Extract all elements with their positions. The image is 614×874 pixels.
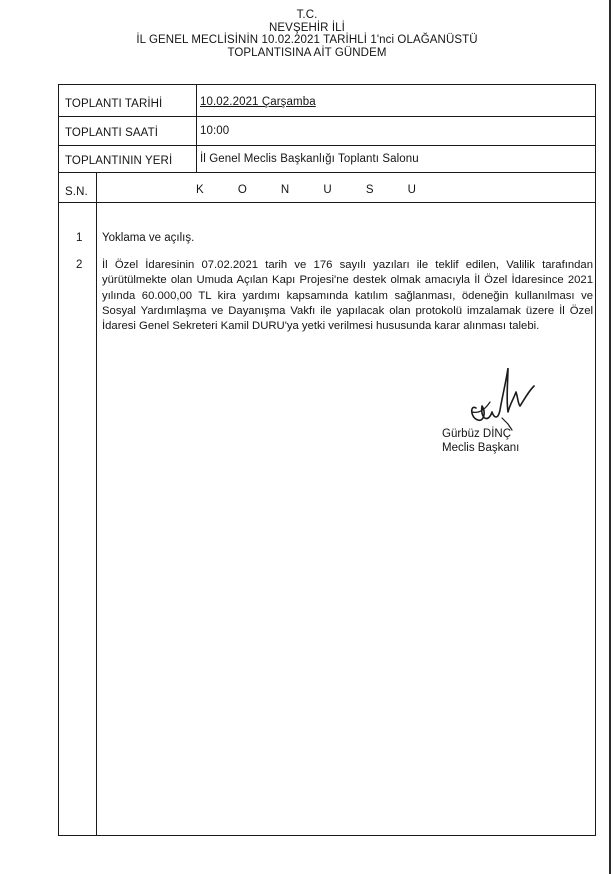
table-divider [58, 145, 596, 146]
page-edge [609, 0, 611, 874]
header-line-title: İL GENEL MECLİSİNİN 10.02.2021 TARİHLİ 1'nci OLAĞANÜSTÜ [136, 34, 478, 46]
meeting-time-label: TOPLANTI SAATİ [65, 127, 158, 139]
topic-letter: S [365, 184, 374, 196]
header-line-subtitle: TOPLANTISINA AİT GÜNDEM [227, 46, 387, 59]
topic-letter: K [196, 184, 204, 196]
agenda-table-frame [58, 84, 596, 836]
table-divider [58, 116, 596, 117]
sn-column-header: S.N. [65, 186, 88, 198]
meeting-time-value: 10:00 [200, 125, 230, 137]
header-line-province: NEVŞEHİR İLİ [269, 21, 345, 34]
signer-name: Gürbüz DİNÇ [442, 428, 512, 440]
column-divider-sn [96, 172, 97, 836]
signer-title: Meclis Başkanı [442, 442, 520, 454]
table-divider [58, 172, 596, 173]
agenda-item-number: 2 [76, 259, 83, 271]
topic-letter: O [237, 184, 247, 196]
topic-letter: N [280, 184, 290, 196]
meeting-place-label: TOPLANTININ YERİ [65, 155, 173, 167]
topic-letter: U [323, 184, 332, 196]
meeting-date-value: 10.02.2021 Çarşamba [200, 96, 316, 108]
table-divider [58, 202, 596, 203]
meeting-date-label: TOPLANTI TARİHİ [65, 98, 163, 110]
agenda-item-number: 1 [76, 232, 83, 244]
document-header [0, 9, 614, 59]
agenda-item-text: Yoklama ve açılış. [102, 232, 195, 244]
header-line-tc: T.C. [296, 9, 318, 21]
topic-column-header [196, 184, 416, 196]
meeting-place-value: İl Genel Meclis Başkanlığı Toplantı Salonu [200, 153, 419, 165]
agenda-item-text: İl Özel İdaresinin 07.02.2021 tarih ve 176 sayılı yazıları ile teklif edilen, Valilik tarafından yürütülmekte olan Umuda Açılan Kapı Projesi'ne destek olmak amacıyla İl Özel İdaresince 2021 yılında 60.000,00 TL kira yardımı kapsamında katılım sağlanması, ödeneğin kullanılması ve Sosyal Yardımlaşma ve Dayanışma Vakfı ile yapılacak olan protokolü imzalamak üzere İl Özel İdaresi Genel Sekreteri Kamil DURU'ya yetki verilmesi hususunda karar alınması talebi. [102, 259, 593, 333]
topic-letter: U [407, 184, 416, 196]
signature-image [462, 368, 542, 436]
column-divider-label [196, 84, 197, 172]
